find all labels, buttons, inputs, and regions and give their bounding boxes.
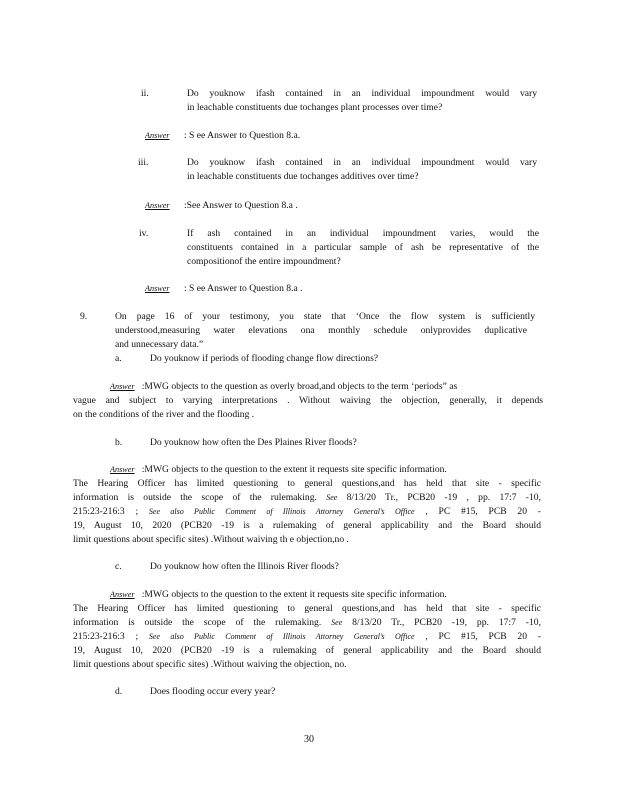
numeral: ii.	[141, 88, 149, 99]
numeral: iii.	[138, 157, 149, 168]
question-line: compositionof the entire impoundment?	[187, 256, 341, 267]
answer-line: 215:23-216:3 ; See also Public Comment of Illinois Attorney General’s Office , PC #15, PCB 20 -	[73, 506, 541, 517]
answer-line: limit questions about specific sites) .Without waiving the objection, no.	[73, 659, 347, 670]
answer-line: 215:23-216:3 ; See also Public Comment of Illinois Attorney General’s Office , PC #15, PCB 20 -	[73, 631, 541, 642]
part-question: Do youknow how often the Des Plaines River floods?	[150, 437, 357, 448]
answer-label: Answer	[110, 590, 135, 599]
part-letter: a.	[115, 353, 122, 364]
question-line: Do youknow ifash contained in an individual impoundment would vary	[187, 88, 537, 99]
answer-line: :MWG objects to the question to the extent it requests site specific information.	[141, 464, 447, 475]
question-line: constituents contained in a particular sample of ash be representative of the	[187, 242, 539, 253]
answer-label: Answer	[110, 382, 135, 391]
answer-line: 19, August 10, 2020 (PCB20 -19 is a rulemaking of general applicability and the Board should	[73, 645, 541, 656]
answer-line: vague and subject to varying interpretations . Without waiving the objection, generally, it depends	[73, 395, 543, 406]
part-letter: c.	[115, 561, 122, 572]
answer-text: : S ee Answer to Question 8.a .	[183, 283, 303, 294]
answer-line: on the conditions of the river and the flooding .	[73, 409, 255, 420]
answer-label: Answer	[110, 465, 135, 474]
answer-line: information is outside the scope of the rulemaking. See 8/13/20 Tr., PCB20 -19 , pp. 17:7 -10,	[73, 492, 541, 503]
answer-line: :MWG objects to the question as overly broad,and objects to the term ‘periods” as	[141, 381, 458, 392]
question-line: in leachable constituents due tochanges additives over time?	[187, 171, 419, 182]
answer-text: : S ee Answer to Question 8.a.	[183, 130, 301, 141]
part-question: Do youknow if periods of flooding change flow directions?	[150, 353, 379, 364]
question-line: On page 16 of your testimony, you state that ‘Once the flow system is sufficiently	[115, 311, 535, 322]
answer-line: The Hearing Officer has limited questioning to general questions,and has held that site - specific	[73, 603, 541, 614]
answer-line: 19, August 10, 2020 (PCB20 -19 is a rulemaking of general applicability and the Board should	[73, 520, 541, 531]
answer-line: limit questions about specific sites) .Without waiving th e objection,no .	[73, 534, 349, 545]
question-line: in leachable constituents due tochanges plant processes over time?	[187, 102, 443, 113]
question-number: 9.	[80, 311, 88, 322]
question-line: and unnecessary data.”	[115, 339, 204, 350]
answer-label: Answer	[145, 284, 170, 293]
question-line: understood,measuring water elevations ona monthly schedule onlyprovides duplicative	[115, 325, 527, 336]
page-number: 30	[304, 734, 314, 745]
part-letter: d.	[115, 686, 123, 697]
answer-label: Answer	[145, 201, 170, 210]
answer-label: Answer	[145, 131, 170, 140]
part-question: Does flooding occur every year?	[150, 686, 276, 697]
answer-line: information is outside the scope of the rulemaking. See 8/13/20 Tr., PCB20 -19, pp. 17:7 -10,	[73, 617, 541, 628]
part-question: Do youknow how often the Illinois River floods?	[150, 561, 339, 572]
answer-line: :MWG objects to the question to the extent it requests site specific information.	[141, 589, 447, 600]
answer-text: :See Answer to Question 8.a .	[183, 200, 298, 211]
numeral: iv.	[139, 228, 149, 239]
answer-line: The Hearing Officer has limited questioning to general questions,and has held that site - specific	[73, 478, 541, 489]
part-letter: b.	[115, 437, 123, 448]
question-line: If ash contained in an individual impoundment varies, would the	[187, 228, 539, 239]
question-line: Do youknow ifash contained in an individual impoundment would vary	[187, 157, 537, 168]
